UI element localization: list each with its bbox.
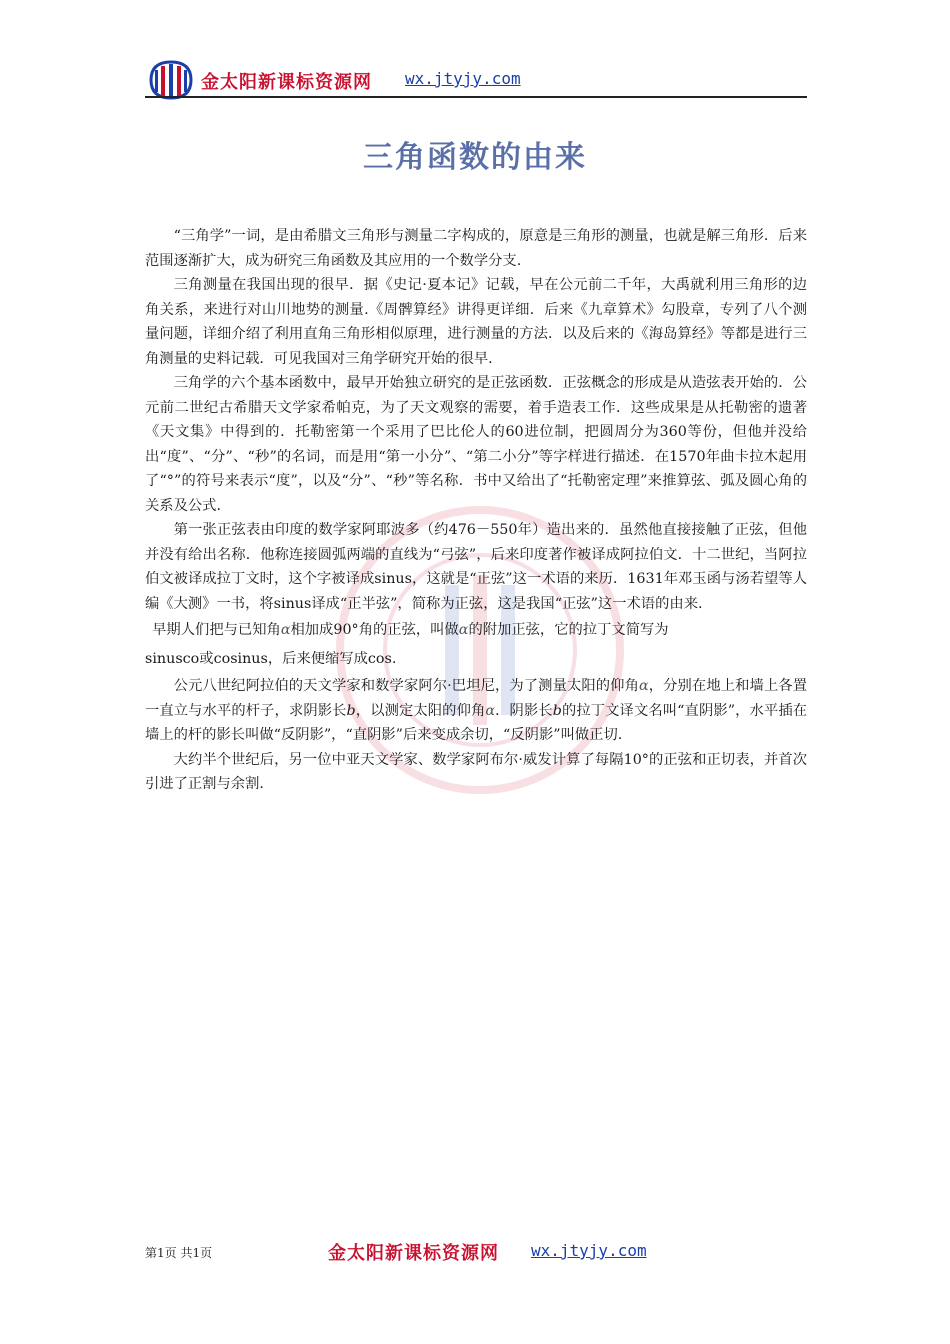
article-body bbox=[145, 224, 807, 797]
alpha-symbol: α bbox=[485, 702, 496, 719]
paragraph-6-text-c: ，以测定太阳的仰角 bbox=[355, 702, 486, 719]
paragraph-4: 第一张正弦表由印度的数学家阿耶波多（约476－550年）造出来的．虽然他直接接触了正弦，但他并没有给出名称．他称连接圆弧两端的直线为“弓弦”，后来印度著作被译成阿拉伯文．十二世纪，当阿拉伯文被译成拉丁文时，这个字被译成sinus，这就是“正弦”这一术语的来历．1631年邓玉函与汤若望等人编《大测》一书，将sinus译成“正半弦”，简称为正弦，这是我国“正弦”这一术语的由来. bbox=[145, 522, 807, 612]
footer-site-url-link[interactable]: wx.jtyjy.com bbox=[531, 1241, 647, 1260]
page-title: 三角函数的由来 bbox=[363, 140, 587, 175]
site-url-link[interactable]: wx.jtyjy.com bbox=[405, 69, 521, 88]
paragraph-5-text-a: 早期人们把与已知角 bbox=[152, 622, 281, 638]
paragraph-5-continued: sinusco或cosinus，后来便缩写成cos. bbox=[145, 651, 397, 667]
paragraph-5-text-b: 相加成90°角的正弦，叫做 bbox=[290, 622, 459, 638]
alpha-symbol: α bbox=[638, 678, 649, 694]
paragraph-1: “三角学”一词，是由希腊文三角形与测量二字构成的，原意是三角形的测量，也就是解三角形．后来范围逐渐扩大，成为研究三角函数及其应用的一个数学分支. bbox=[145, 228, 807, 269]
paragraph-5 bbox=[145, 616, 807, 644]
alpha-symbol: α bbox=[458, 622, 469, 638]
footer-site-name: 金太阳新课标资源网 bbox=[328, 1243, 499, 1264]
page-number: 第1页 共1页 bbox=[145, 1246, 213, 1260]
paragraph-5-text-c: 的附加正弦，它的拉丁文简写为 bbox=[468, 622, 669, 638]
variable-b: b bbox=[552, 702, 562, 719]
paragraph-6 bbox=[145, 674, 807, 748]
paragraph-6-text-d: ．阴影长 bbox=[495, 702, 553, 719]
site-name: 金太阳新课标资源网 bbox=[201, 72, 372, 93]
alpha-symbol: α bbox=[280, 622, 291, 638]
paragraph-3: 三角学的六个基本函数中，最早开始独立研究的是正弦函数．正弦概念的形成是从造弦表开始的．公元前二世纪古希腊天文学家希帕克，为了天文观察的需要，着手造表工作．这些成果是从托勒密的遗著《天文集》中得到的．托勒密第一个采用了巴比伦人的60进位制，把圆周分为360等份，但他并没给出“度”、“分”、“秒”的名词，而是用“第一小分”、“第二小分”等字样进行描述．在1570年曲卡拉木起用了“°”的符号来表示“度”，以及“分”、“秒”等名称．书中又给出了“托勒密定理”来推算弦、弧及圆心角的关系及公式. bbox=[145, 375, 807, 514]
paragraph-7: 大约半个世纪后，另一位中亚天文学家、数学家阿布尔·威发计算了每隔10°的正弦和正切表，并首次引进了正割与余割. bbox=[145, 751, 807, 792]
paragraph-2: 三角测量在我国出现的很早．据《史记·夏本记》记载，早在公元前二千年，大禹就利用三角形的边角关系，来进行对山川地势的测量.《周髀算经》讲得更详细．后来《九章算术》勾股章，专列了八个测量问题，详细介绍了利用直角三角形相似原理，进行测量的方法．以及后来的《海岛算经》等都是进行三角测量的史料记载．可见我国对三角学研究开始的很早. bbox=[145, 277, 807, 367]
page-header bbox=[145, 56, 807, 98]
paragraph-6-text-e: 的拉丁文译文名叫“直阴影”，水平插在墙上的杆的影长叫做“反阴影”，“直阴影”后来变成余切，“反阴影”叫做正切. bbox=[145, 702, 808, 743]
paragraph-6-text-a: 公元八世纪阿拉伯的天文学家和数学家阿尔·巴坦尼，为了测量太阳的仰角 bbox=[173, 678, 639, 694]
variable-b: b bbox=[346, 702, 356, 719]
header-divider bbox=[145, 96, 807, 98]
paragraph-6-text-b: ，分别在地上和墙上各置一直立与水平的杆子，求阴影长 bbox=[145, 678, 807, 719]
